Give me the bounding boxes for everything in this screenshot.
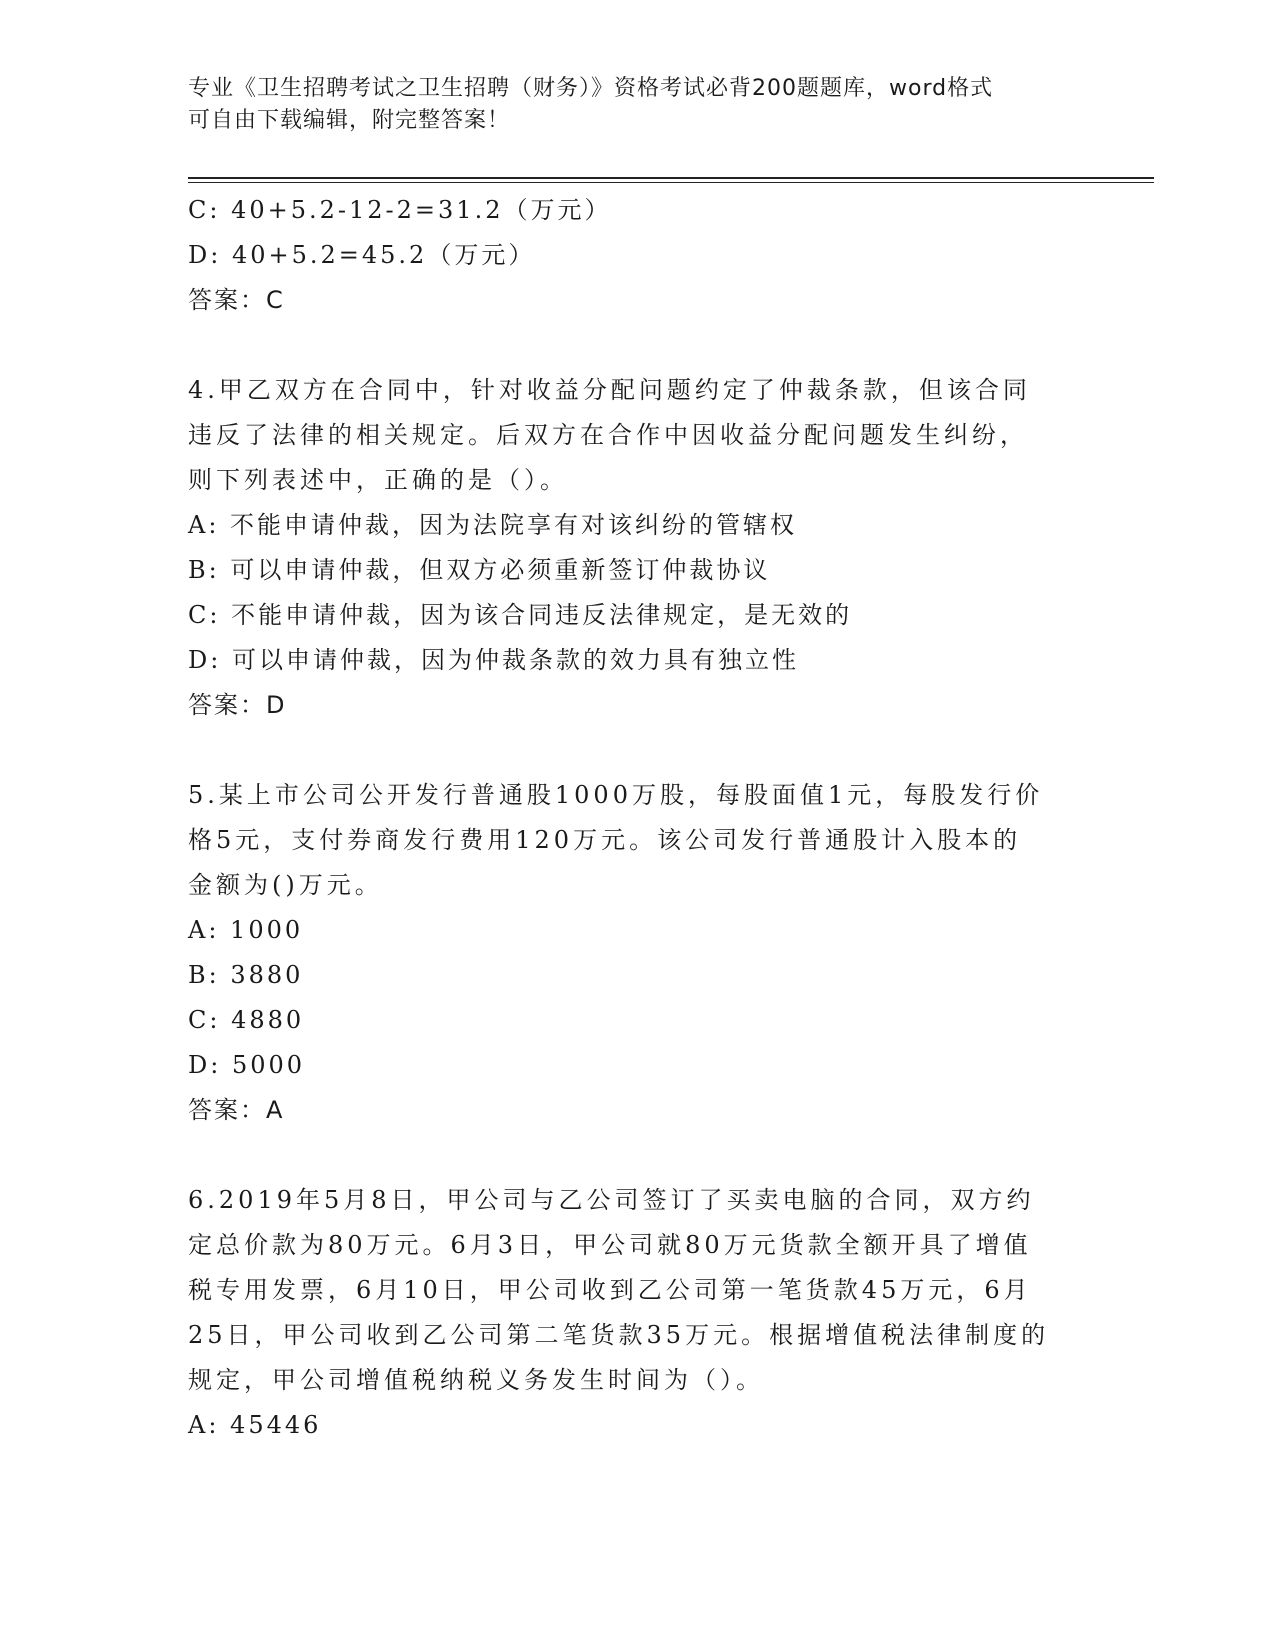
question-stem-line: 25日，甲公司收到乙公司第二笔货款35万元。根据增值税法律制度的 [188,1321,1050,1349]
answer-label: 答案：A [188,1096,285,1124]
question-stem-line: 定总价款为80万元。6月3日，甲公司就80万元货款全额开具了增值 [188,1231,1032,1259]
question-3-tail [188,188,1088,323]
question-stem-line: 税专用发票，6月10日，甲公司收到乙公司第一笔货款45万元，6月 [188,1276,1032,1304]
question-4 [188,368,1088,728]
question-5 [188,773,1088,1133]
question-stem-line: 6.2019年5月8日，甲公司与乙公司签订了买卖电脑的合同，双方约 [188,1186,1035,1214]
spacer [188,323,1088,368]
question-stem-line: 5.某上市公司公开发行普通股1000万股，每股面值1元，每股发行价 [188,781,1044,809]
answer-label: 答案：D [188,691,287,719]
spacer [188,1133,1088,1178]
option-c: C: 不能申请仲裁，因为该合同违反法律规定，是无效的 [188,601,853,629]
option-a: A: 不能申请仲裁，因为法院享有对该纠纷的管辖权 [188,511,798,539]
question-stem-line: 违反了法律的相关规定。后双方在合作中因收益分配问题发生纠纷， [188,421,1028,449]
option-c: C: 40+5.2-12-2=31.2（万元） [188,196,612,224]
question-stem-line: 格5元，支付券商发行费用120万元。该公司发行普通股计入股本的 [188,826,1022,854]
document-body [188,188,1088,1448]
option-b: B: 3880 [188,961,304,989]
question-stem-line: 则下列表述中，正确的是（）。 [188,466,568,494]
document-header [188,73,1088,137]
spacer [188,728,1088,773]
header-line-2: 可自由下载编辑，附完整答案！ [188,108,511,133]
option-d: D: 可以申请仲裁，因为仲裁条款的效力具有独立性 [188,646,799,674]
question-stem-line: 金额为()万元。 [188,871,383,899]
option-d: D: 5000 [188,1051,306,1079]
option-c: C: 4880 [188,1006,305,1034]
header-divider [188,177,1154,183]
question-6 [188,1178,1088,1448]
option-a: A: 1000 [188,916,304,944]
answer-label: 答案：C [188,286,285,314]
header-line-1: 专业《卫生招聘考试之卫生招聘（财务）》资格考试必背200题题库，word格式 [188,76,994,101]
option-d: D: 40+5.2=45.2（万元） [188,241,536,269]
option-a: A: 45446 [188,1411,322,1439]
question-stem-line: 4.甲乙双方在合同中，针对收益分配问题约定了仲裁条款，但该合同 [188,376,1031,404]
option-b: B: 可以申请仲裁，但双方必须重新签订仲裁协议 [188,556,771,584]
question-stem-line: 规定，甲公司增值税纳税义务发生时间为（）。 [188,1366,764,1394]
